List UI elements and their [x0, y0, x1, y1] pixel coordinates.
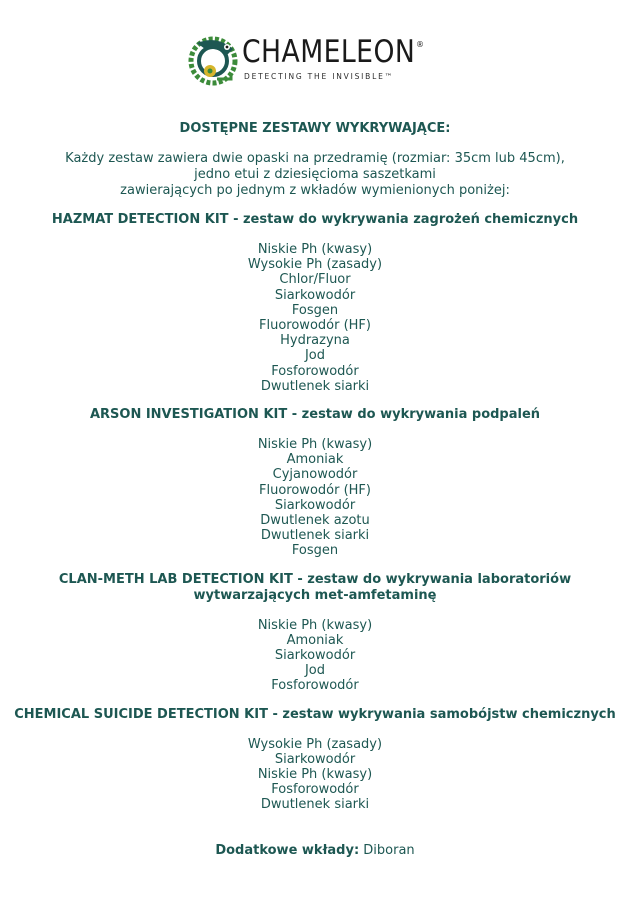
list-item: Fosgen	[291, 302, 339, 318]
page-title: DOSTĘPNE ZESTAWY WYKRYWAJĄCE:	[179, 121, 451, 136]
list-item: Niskie Ph (kwasy)	[257, 617, 373, 633]
brand-name: CHAMELEON	[242, 34, 416, 70]
intro-line: jedno etui z dziesięcioma saszetkami	[194, 167, 436, 182]
intro-line: zawierających po jednym z wkładów wymienionych poniżej:	[120, 183, 510, 198]
list-item: Niskie Ph (kwasy)	[257, 437, 373, 453]
list-item: Niskie Ph (kwasy)	[257, 767, 373, 783]
kit-items	[0, 437, 630, 559]
kit-title-line: CLAN-METH LAB DETECTION KIT - zestaw do wykrywania laboratoriów	[58, 571, 572, 587]
list-item: Siarkowodór	[274, 751, 356, 767]
additional-inserts-value: Diboran	[363, 842, 415, 858]
list-item: Wysokie Ph (zasady)	[247, 736, 383, 752]
kit-title-line: CHEMICAL SUICIDE DETECTION KIT - zestaw wykrywania samobójstw chemicznych	[14, 706, 616, 722]
kit-items	[0, 618, 630, 694]
list-item: Dwutlenek siarki	[260, 797, 370, 813]
additional-inserts-label: Dodatkowe wkłady:	[215, 842, 360, 858]
kit-title-line: HAZMAT DETECTION KIT - zestaw do wykrywania zagrożeń chemicznych	[51, 212, 579, 227]
kit-items	[0, 242, 630, 394]
kit-items	[0, 737, 630, 813]
chameleon-logo	[187, 33, 447, 89]
list-item: Jod	[304, 348, 326, 364]
document-body	[0, 121, 630, 859]
list-item: Fluorowodór (HF)	[259, 482, 371, 498]
list-item: Amoniak	[286, 632, 344, 648]
registered-mark: ®	[416, 40, 424, 49]
tagline: DETECTING THE INVISIBLE™	[244, 72, 394, 81]
list-item: Niskie Ph (kwasy)	[257, 242, 373, 257]
list-item: Fosforowodór	[271, 363, 359, 379]
list-item: Wysokie Ph (zasady)	[247, 257, 383, 273]
kit-title	[0, 212, 630, 228]
kit-title	[0, 407, 630, 423]
kit-title	[0, 572, 630, 604]
list-item: Chlor/Fluor	[279, 272, 351, 288]
kit-clan-meth	[0, 572, 630, 694]
list-item: Hydrazyna	[280, 333, 350, 349]
kit-chemical-suicide	[0, 707, 630, 813]
kit-arson	[0, 407, 630, 559]
list-item: Fosforowodór	[271, 678, 359, 694]
list-item: Siarkowodór	[274, 287, 356, 303]
chameleon-icon	[187, 33, 241, 89]
list-item: Jod	[304, 663, 326, 679]
list-item: Cyjanowodór	[272, 467, 358, 483]
list-item: Dwutlenek azotu	[260, 513, 370, 529]
list-item: Dwutlenek siarki	[260, 528, 370, 544]
kit-hazmat	[0, 212, 630, 394]
kit-title-line: ARSON INVESTIGATION KIT - zestaw do wykrywania podpaleń	[89, 407, 541, 423]
kit-title	[0, 707, 630, 723]
list-item: Amoniak	[286, 452, 344, 468]
list-item: Dwutlenek siarki	[260, 378, 370, 394]
kit-title-line: wytwarzających met-amfetaminę	[193, 587, 437, 603]
list-item: Siarkowodór	[274, 648, 356, 664]
list-item: Fosgen	[291, 543, 339, 559]
intro-text	[0, 151, 630, 199]
additional-inserts	[0, 843, 630, 859]
list-item: Siarkowodór	[274, 497, 356, 513]
list-item: Fluorowodór (HF)	[259, 318, 371, 334]
intro-line: Każdy zestaw zawiera dwie opaski na przedramię (rozmiar: 35cm lub 45cm),	[65, 151, 565, 166]
list-item: Fosforowodór	[271, 782, 359, 798]
